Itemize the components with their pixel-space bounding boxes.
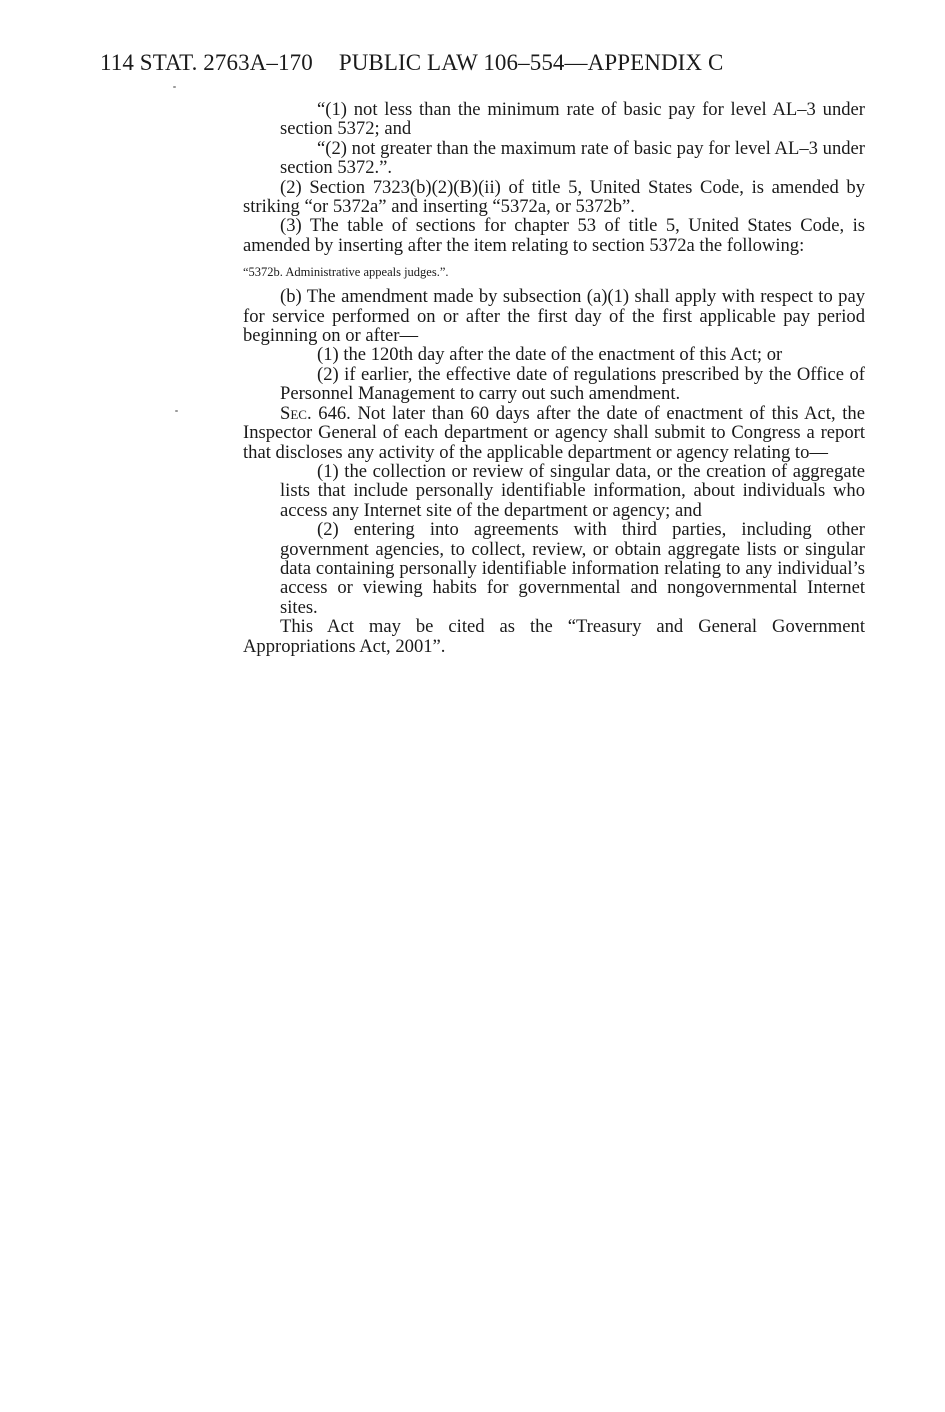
section-label: Sec. 646. <box>280 402 351 424</box>
paragraph-section-7323: (2) Section 7323(b)(2)(B)(ii) of title 5, United States Code, is amended by striking “or 5372a” and inserting “5372a, or 5372b”. <box>243 176 865 218</box>
section-646 <box>243 404 865 462</box>
paragraph-table-of-sections: (3) The table of sections for chapter 53 of title 5, United States Code, is amended by inserting after the item relating to section 5372a the following: <box>243 215 865 256</box>
subparagraph-agreements: (2) entering into agreements with third parties, including other government agencies, to collect, review, or obtain aggregate lists or singular data containing personally identifiable information relating to any individual’s access or viewing habits for governmental and nongovernmental Internet sites. <box>280 519 865 618</box>
table-item-5372b: “5372b. Administrative appeals judges.”. <box>243 265 449 280</box>
subparagraph-collection: (1) the collection or review of singular data, or the creation of aggregate lists that include personally identifiable information, about individuals who access any Internet site of the department or agency; and <box>280 460 865 521</box>
scan-speck <box>173 86 176 88</box>
section-646-text: Not later than 60 days after the date of enactment of this Act, the Inspector General of each department or agency shall submit to Congress a report that discloses any activity of the applicable department or agency relating to— <box>243 402 865 463</box>
law-title: PUBLIC LAW 106–554—APPENDIX C <box>338 50 724 75</box>
page-header <box>100 50 860 76</box>
scan-speck <box>175 410 178 412</box>
document-body <box>243 100 865 656</box>
subparagraph-120th-day: (1) the 120th day after the date of the enactment of this Act; or <box>317 344 783 366</box>
paragraph-effective-date: (b) The amendment made by subsection (a)(1) shall apply with respect to pay for service performed on or after the first day of the first applicable pay period beginning on or after— <box>243 286 865 347</box>
short-title: This Act may be cited as the “Treasury and General Government Appropriations Act, 2001”. <box>243 616 865 657</box>
subparagraph-min-rate: “(1) not less than the minimum rate of basic pay for level AL–3 under section 5372; and <box>280 99 865 140</box>
statute-citation: 114 STAT. 2763A–170 <box>100 50 313 75</box>
subparagraph-max-rate: “(2) not greater than the maximum rate of basic pay for level AL–3 under section 5372.”. <box>280 137 865 179</box>
subparagraph-regulations: (2) if earlier, the effective date of regulations prescribed by the Office of Personnel Management to carry out such amendment. <box>280 363 865 405</box>
